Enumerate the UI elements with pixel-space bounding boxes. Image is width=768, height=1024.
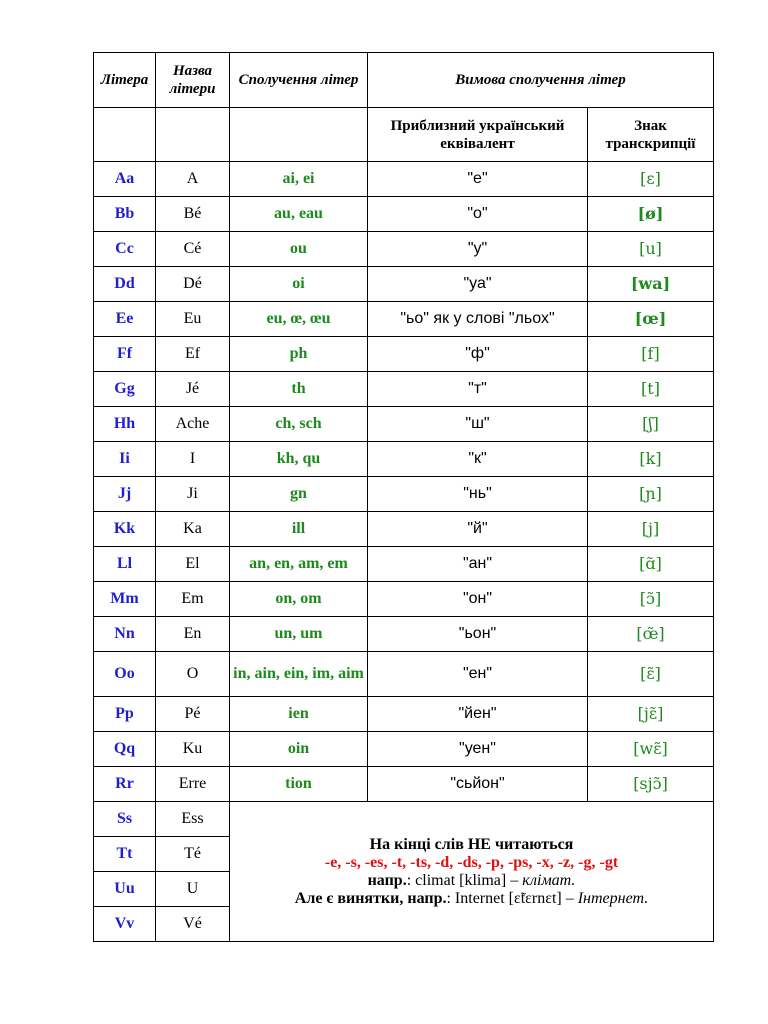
letter-cell: Bb (94, 197, 156, 232)
equivalent-cell: "т" (368, 372, 588, 407)
transcription-cell: [f] (588, 337, 714, 372)
transcription-cell: [sjɔ̃] (588, 767, 714, 802)
combination-cell: au, eau (230, 197, 368, 232)
combination-cell: th (230, 372, 368, 407)
letter-cell: Vv (94, 907, 156, 942)
letter-cell: Tt (94, 837, 156, 872)
note-exception-translation: Інтернет. (577, 889, 649, 907)
equivalent-cell: "уа" (368, 267, 588, 302)
french-alphabet-table (93, 52, 714, 942)
letter-name-cell: Ka (156, 512, 230, 547)
transcription-cell: [u] (588, 232, 714, 267)
transcription-cell: [œ̃] (588, 617, 714, 652)
combination-cell: un, um (230, 617, 368, 652)
letter-name-cell: Erre (156, 767, 230, 802)
combination-cell: ill (230, 512, 368, 547)
letter-name-cell: Ess (156, 802, 230, 837)
table-row (94, 442, 714, 477)
note-example-text: : climat [klima] – (406, 871, 519, 889)
note-example-translation: клімат. (522, 871, 576, 889)
letter-name-cell: En (156, 617, 230, 652)
transcription-cell: [k] (588, 442, 714, 477)
table-row (94, 477, 714, 512)
letter-cell: Kk (94, 512, 156, 547)
letter-cell: Ee (94, 302, 156, 337)
table-row (94, 512, 714, 547)
equivalent-cell: "уен" (368, 732, 588, 767)
letter-cell: Oo (94, 652, 156, 697)
transcription-cell: [ʃ] (588, 407, 714, 442)
combination-cell: in, ain, ein, im, aim (230, 652, 368, 697)
letter-cell: Rr (94, 767, 156, 802)
table-row (94, 617, 714, 652)
equivalent-cell: "ьо" як у слові "льох" (368, 302, 588, 337)
table-row (94, 302, 714, 337)
note-title: На кінці слів НЕ читаються (369, 835, 574, 853)
letter-name-cell: Pé (156, 697, 230, 732)
letter-cell: Pp (94, 697, 156, 732)
transcription-cell: [ɑ̃] (588, 547, 714, 582)
equivalent-cell: "сьйон" (368, 767, 588, 802)
letter-name-cell: Bé (156, 197, 230, 232)
table-row (94, 337, 714, 372)
table-row (94, 197, 714, 232)
combination-cell: oi (230, 267, 368, 302)
transcription-cell: [t] (588, 372, 714, 407)
header-pronunciation: Вимова сполучення літер (368, 53, 714, 108)
transcription-cell: [ɛ] (588, 162, 714, 197)
letter-cell: Nn (94, 617, 156, 652)
combination-cell: oin (230, 732, 368, 767)
letter-name-cell: I (156, 442, 230, 477)
subheader-empty (94, 108, 156, 162)
equivalent-cell: "о" (368, 197, 588, 232)
letter-name-cell: Jé (156, 372, 230, 407)
equivalent-cell: "ьон" (368, 617, 588, 652)
table-row (94, 767, 714, 802)
subheader-empty (230, 108, 368, 162)
subheader-row (94, 108, 714, 162)
transcription-cell: [j] (588, 512, 714, 547)
letter-cell: Jj (94, 477, 156, 512)
letter-cell: Uu (94, 872, 156, 907)
transcription-cell: [œ] (588, 302, 714, 337)
letter-name-cell: El (156, 547, 230, 582)
equivalent-cell: "у" (368, 232, 588, 267)
silent-endings-note (230, 802, 714, 942)
transcription-cell: [ø] (588, 197, 714, 232)
letter-name-cell: Té (156, 837, 230, 872)
table-row (94, 372, 714, 407)
transcription-cell: [jɛ̃] (588, 697, 714, 732)
equivalent-cell: "ф" (368, 337, 588, 372)
equivalent-cell: "к" (368, 442, 588, 477)
note-example-label: напр. (367, 871, 407, 889)
header-transcription: Знак транскрипції (588, 108, 714, 162)
letter-name-cell: A (156, 162, 230, 197)
combination-cell: ch, sch (230, 407, 368, 442)
combination-cell: kh, qu (230, 442, 368, 477)
letter-name-cell: Ef (156, 337, 230, 372)
transcription-cell: [ɲ] (588, 477, 714, 512)
table-row (94, 652, 714, 697)
table-row (94, 232, 714, 267)
header-row (94, 53, 714, 108)
table-row (94, 697, 714, 732)
equivalent-cell: "нь" (368, 477, 588, 512)
combination-cell: tion (230, 767, 368, 802)
letter-cell: Cc (94, 232, 156, 267)
letter-name-cell: Vé (156, 907, 230, 942)
equivalent-cell: "ен" (368, 652, 588, 697)
letter-name-cell: Dé (156, 267, 230, 302)
table-row (94, 802, 714, 837)
combination-cell: ai, ei (230, 162, 368, 197)
letter-cell: Hh (94, 407, 156, 442)
letter-name-cell: Em (156, 582, 230, 617)
note-example (232, 872, 711, 890)
letter-name-cell: Cé (156, 232, 230, 267)
combination-cell: ou (230, 232, 368, 267)
combination-cell: eu, œ, œu (230, 302, 368, 337)
note-exception-label: Але є винятки, напр. (294, 889, 447, 907)
letter-name-cell: O (156, 652, 230, 697)
letter-cell: Aa (94, 162, 156, 197)
equivalent-cell: "й" (368, 512, 588, 547)
header-combo: Сполучення літер (230, 53, 368, 108)
transcription-cell: [wɛ̃] (588, 732, 714, 767)
transcription-cell: [wa] (588, 267, 714, 302)
subheader-empty (156, 108, 230, 162)
table-row (94, 732, 714, 767)
equivalent-cell: "ан" (368, 547, 588, 582)
letter-cell: Qq (94, 732, 156, 767)
table-row (94, 267, 714, 302)
letter-name-cell: Ji (156, 477, 230, 512)
transcription-cell: [ɛ̃] (588, 652, 714, 697)
combination-cell: an, en, am, em (230, 547, 368, 582)
letter-cell: Ss (94, 802, 156, 837)
note-exception-text: : Internet [ɛ̃tɛrnɛt] – (446, 889, 574, 907)
table-row (94, 162, 714, 197)
header-name: Назва літери (156, 53, 230, 108)
combination-cell: on, om (230, 582, 368, 617)
letter-cell: Mm (94, 582, 156, 617)
letter-cell: Gg (94, 372, 156, 407)
letter-cell: Ii (94, 442, 156, 477)
combination-cell: ien (230, 697, 368, 732)
letter-cell: Ff (94, 337, 156, 372)
letter-name-cell: Eu (156, 302, 230, 337)
table-row (94, 407, 714, 442)
header-equivalent: Приблизний український еквівалент (368, 108, 588, 162)
letter-name-cell: Ache (156, 407, 230, 442)
header-letter: Літера (94, 53, 156, 108)
table-row (94, 547, 714, 582)
combination-cell: gn (230, 477, 368, 512)
letter-name-cell: U (156, 872, 230, 907)
transcription-cell: [ɔ̃] (588, 582, 714, 617)
equivalent-cell: "е" (368, 162, 588, 197)
equivalent-cell: "он" (368, 582, 588, 617)
note-endings: -e, -s, -es, -t, -ts, -d, -ds, -p, -ps, -x, -z, -g, -gt (324, 853, 619, 871)
letter-name-cell: Ku (156, 732, 230, 767)
equivalent-cell: "ш" (368, 407, 588, 442)
equivalent-cell: "йен" (368, 697, 588, 732)
letter-cell: Dd (94, 267, 156, 302)
table-row (94, 582, 714, 617)
note-exception (232, 890, 711, 908)
combination-cell: ph (230, 337, 368, 372)
letter-cell: Ll (94, 547, 156, 582)
